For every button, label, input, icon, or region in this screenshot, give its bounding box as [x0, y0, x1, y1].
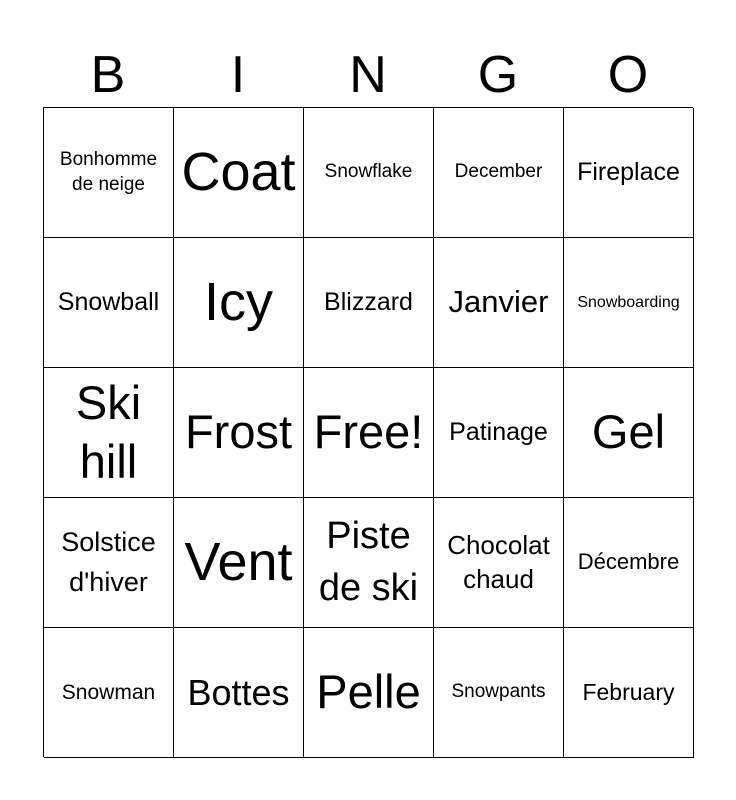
bingo-cell[interactable] — [174, 368, 304, 498]
cell-label: February — [582, 678, 675, 705]
header-letter-g: G — [477, 46, 519, 104]
bingo-cell[interactable] — [564, 498, 694, 628]
bingo-cell[interactable] — [304, 108, 434, 238]
bingo-cell[interactable] — [304, 498, 434, 628]
header-letter-o: O — [607, 46, 649, 104]
cell-label: Frost — [184, 405, 293, 459]
bingo-cell[interactable] — [434, 368, 564, 498]
bingo-cell[interactable] — [174, 498, 304, 628]
cell-label: Snowman — [61, 680, 156, 704]
header-letter-b: B — [90, 46, 126, 104]
bingo-cell[interactable] — [434, 108, 564, 238]
cell-label: December — [454, 161, 543, 183]
cell-label: Décembre — [577, 549, 680, 575]
cell-label: Bottes — [187, 671, 290, 713]
cell-label: Patinage — [449, 417, 548, 446]
cell-label: Gel — [591, 405, 666, 459]
cell-label: Pelle — [316, 665, 421, 719]
cell-label: Icy — [203, 271, 273, 332]
bingo-cell[interactable] — [304, 238, 434, 368]
cell-label: Blizzard — [324, 287, 413, 316]
bingo-cell[interactable] — [174, 628, 304, 758]
cell-label: Free! — [313, 405, 424, 459]
cell-label: Vent — [184, 531, 293, 592]
bingo-cell[interactable] — [44, 238, 174, 368]
bingo-cell[interactable] — [434, 498, 564, 628]
bingo-cell[interactable] — [304, 628, 434, 758]
cell-label: Janvier — [448, 284, 549, 320]
bingo-cell[interactable] — [44, 628, 174, 758]
header-letter-n: N — [349, 46, 387, 104]
bingo-cell[interactable] — [434, 628, 564, 758]
cell-label: Ski hill — [75, 375, 142, 488]
bingo-cell[interactable] — [174, 108, 304, 238]
bingo-cell[interactable] — [44, 368, 174, 498]
cell-label: Snowflake — [324, 161, 413, 183]
bingo-header — [43, 42, 693, 108]
bingo-cell[interactable] — [564, 628, 694, 758]
bingo-cell[interactable] — [44, 498, 174, 628]
cell-label: Snowball — [57, 287, 160, 316]
bingo-cell[interactable] — [44, 108, 174, 238]
cell-label: Snowpants — [451, 681, 546, 703]
bingo-cell[interactable] — [564, 238, 694, 368]
cell-label: Solstice d'hiver — [61, 527, 156, 597]
cell-label: Piste de ski — [318, 515, 419, 609]
cell-label: Fireplace — [577, 157, 680, 186]
cell-label: Snowboarding — [577, 293, 680, 311]
bingo-cell[interactable] — [434, 238, 564, 368]
bingo-card-grid — [43, 107, 693, 757]
header-letter-i: I — [230, 46, 246, 104]
bingo-cell[interactable] — [564, 368, 694, 498]
cell-label: Coat — [181, 141, 296, 202]
bingo-cell[interactable] — [174, 238, 304, 368]
cell-label: Chocolat chaud — [447, 529, 550, 594]
bingo-cell free-space[interactable] — [304, 368, 434, 498]
cell-label: Bonhomme de neige — [59, 148, 158, 195]
bingo-cell[interactable] — [564, 108, 694, 238]
